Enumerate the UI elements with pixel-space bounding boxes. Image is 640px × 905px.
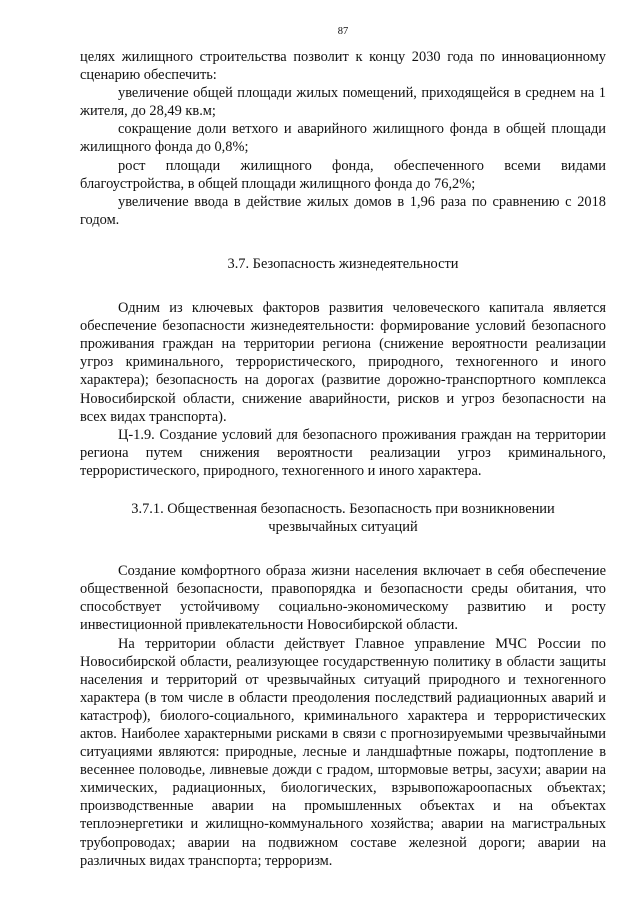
paragraph: На территории области действует Главное управление МЧС России по Новосибирской области, реализующее государственную политику в области защиты населения и территорий от чрезвычайных ситуаций природного и техногенного характера (в том числе в области преодоления последствий радиационных аварий и катастроф), биолого-социального, криминального характера и террористических актов. Наиболее характерными рисками в связи с прогнозируемыми чрезвычайными ситуациями являются: природные, лесные и ландшафтные пожары, подтопление в весеннее половодье, ливневые дожди с градом, штормовые ветры, засухи; аварии на химических, радиационных, биологических, взрывопожароопасных объектах; производственные аварии на промышленных объектах и на объектах теплоэнергетики и жилищно-коммунального хозяйства; аварии на магистральных трубопроводах; аварии на подвижном составе железной дороги; аварии на различных видах транспорта; терроризм. bbox=[80, 635, 606, 869]
list-item: увеличение общей площади жилых помещений, приходящейся в среднем на 1 жителя, до 28,49 кв.м; bbox=[80, 85, 606, 120]
paragraph: Создание комфортного образа жизни населения включает в себя обеспечение общественной безопасности, правопорядка и безопасности среды обитания, что способствует устойчивому социально-экономическому развитию и росту инвестиционной привлекательности Новосибирской области. bbox=[80, 563, 606, 634]
subsection-heading bbox=[80, 500, 606, 536]
subsection-heading-line: 3.7.1. Общественная безопасность. Безопасность при возникновении bbox=[131, 500, 555, 517]
subsection-heading-line: чрезвычайных ситуаций bbox=[268, 519, 418, 536]
list-item: увеличение ввода в действие жилых домов в 1,96 раза по сравнению с 2018 годом. bbox=[80, 193, 606, 228]
section-heading: 3.7. Безопасность жизнедеятельности bbox=[227, 255, 459, 272]
paragraph: Одним из ключевых факторов развития человеческого капитала является обеспечение безопасности жизнедеятельности: формирование условий безопасного проживания граждан на территории региона (снижение вероятности реализации угроз криминального, террористического, природного, техногенного и иного характера); безопасность на дорогах (развитие дорожно-транспортного комплекса Новосибирской области, снижение аварийности, рисков и угроз безопасности на всех видах транспорта). bbox=[80, 300, 606, 425]
list-item: сокращение доли ветхого и аварийного жилищного фонда в общей площади жилищного фонда до 0,8%; bbox=[80, 121, 606, 156]
page-number: 87 bbox=[337, 26, 349, 37]
goal-paragraph: Ц-1.9. Создание условий для безопасного проживания граждан на территории региона путем снижения вероятности реализации угроз криминального, террористического, природного, техногенного и иного характера. bbox=[80, 426, 606, 479]
paragraph: целях жилищного строительства позволит к концу 2030 года по инновационному сценарию обеспечить: bbox=[80, 49, 606, 84]
list-item: рост площади жилищного фонда, обеспеченного всеми видами благоустройства, в общей площади жилищного фонда до 76,2%; bbox=[80, 157, 606, 192]
